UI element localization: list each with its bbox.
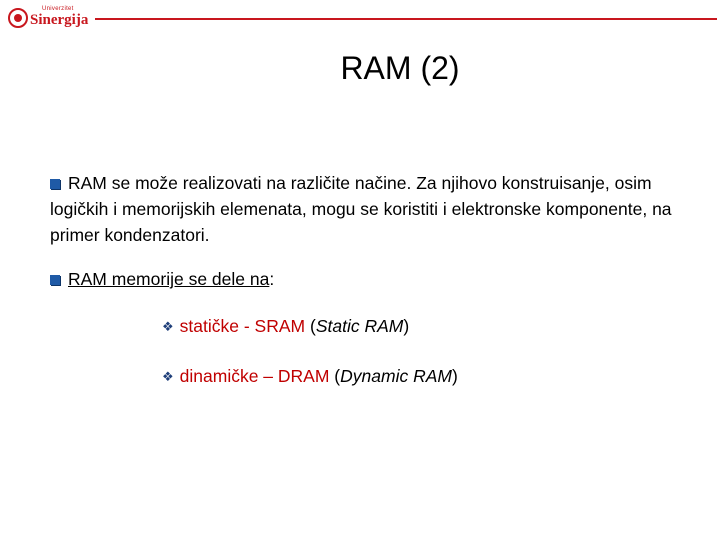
diamond-bullet-icon: ❖	[162, 319, 174, 334]
slide-title-text: RAM (2)	[340, 50, 460, 86]
logo-subtitle: Univerzitet	[42, 6, 74, 12]
university-logo	[8, 6, 90, 32]
logo-name: Sinergija	[30, 12, 89, 28]
sub-bullet-dram	[162, 363, 458, 391]
dram-open: (	[329, 366, 341, 386]
logo-emblem-icon	[8, 8, 28, 28]
sram-english: Static RAM	[315, 316, 404, 336]
bullet-paragraph-2	[50, 266, 690, 292]
paragraph-2-underlined: RAM memorije se dele na	[68, 269, 270, 289]
diamond-bullet-icon: ❖	[162, 369, 174, 384]
paragraph-1-text: RAM se može realizovati na različite načine. Za njihovo konstruisanje, osim logičkih i memorijskih elemenata, mogu se koristiti i elektronske komponente, na primer kondenzatori.	[50, 173, 672, 245]
sram-label: statičke - SRAM	[179, 316, 306, 336]
dram-label: dinamičke – DRAM	[179, 366, 330, 386]
header-divider	[95, 18, 717, 20]
dram-close: )	[451, 366, 458, 386]
sub-bullet-sram	[162, 313, 409, 341]
dram-english: Dynamic RAM	[340, 366, 452, 386]
bullet-paragraph-1	[50, 170, 690, 248]
checkbox-bullet-icon	[50, 275, 60, 285]
sram-open: (	[305, 316, 316, 336]
checkbox-bullet-icon	[50, 179, 60, 189]
slide-title	[0, 50, 720, 87]
slide-header	[0, 0, 720, 40]
sram-close: )	[403, 316, 410, 336]
paragraph-2-tail: :	[269, 269, 275, 289]
